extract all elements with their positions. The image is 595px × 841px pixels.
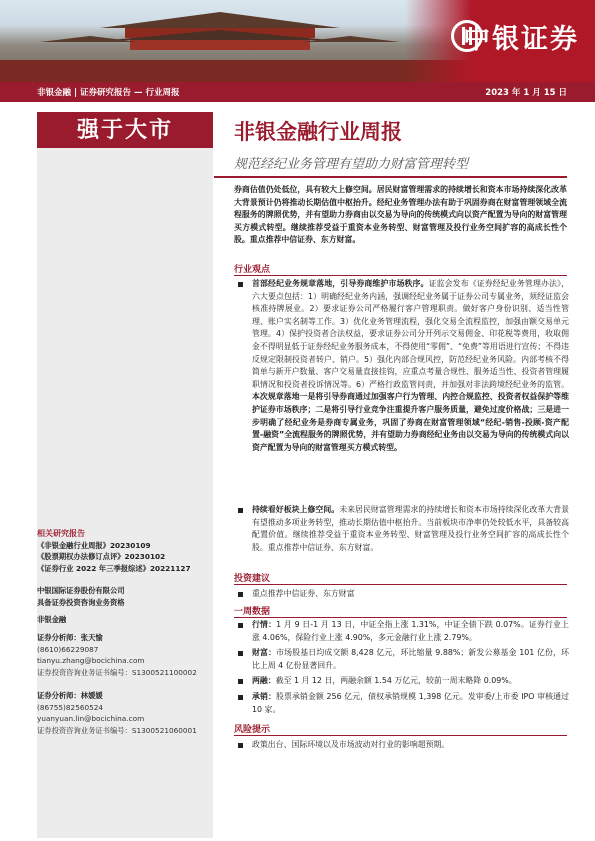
related-report-item[interactable]: 《股票期权办法修订点评》20230102 <box>37 552 166 561</box>
rating-badge: 强于大市 <box>37 112 213 148</box>
company-qualification: 具备证券投资咨询业务资格 <box>37 597 125 607</box>
weekly-item <box>234 691 569 716</box>
analyst-cert: 证券投资咨询业务证书编号：S1300521060001 <box>37 725 197 735</box>
sector-name: 非银金融 <box>37 615 67 624</box>
analyst-title: 证券分析师：张天愉 <box>37 633 103 642</box>
analyst-cert: 证券投资咨询业务证书编号：S1300521100002 <box>37 667 197 677</box>
view-item <box>234 278 569 454</box>
weekly-item <box>234 675 569 688</box>
related-report-item[interactable]: 《证券行业 2022 年三季报综述》20221127 <box>37 563 191 573</box>
related-reports <box>37 528 213 574</box>
section-heading-weekly: 一周数据 <box>234 607 271 617</box>
bullet-square-icon <box>238 651 243 656</box>
view-lead: 持续看好板块上修空间。 <box>252 505 340 514</box>
header-bar <box>0 82 595 102</box>
company-name: 中银国际证券股份有限公司 <box>37 586 125 595</box>
related-reports-title: 相关研究报告 <box>37 529 85 538</box>
bullet-square-icon <box>238 282 243 287</box>
analyst-email[interactable]: yuanyuan.lin@bocichina.com <box>37 714 145 723</box>
weekly-text: 市场股基日均成交额 8,428 亿元，环比缩量 9.88%；新发公募基金 101 亿份，环比上周 4 亿份显著回升。 <box>252 648 569 670</box>
analyst-title: 证券分析师：林媛媛 <box>37 691 103 700</box>
weekly-text: 1 月 9 日-1 月 13 日，中证全指上涨 1.31%，中证全债下跌 0.07%。证券行业上涨 4.06%，保险行业上涨 4.90%，多元金融行业上涨 2.79%。 <box>252 620 569 642</box>
risk-item <box>234 739 569 752</box>
bullet-square-icon <box>238 679 243 684</box>
section-heading-views: 行业观点 <box>234 265 271 275</box>
bullet-square-icon <box>238 695 243 700</box>
weekly-label: 行情： <box>252 620 277 629</box>
summary-paragraph: 券商估值仍处低位，具有较大上修空间。居民财富管理需求的持续增长和资本市场持续深化改革大背景预计仍将推动长期估值中枢抬升。经纪业务管理办法有助于巩固券商在财富管理领域全流程服务的牌照优势，并有望助力券商由以交易为导向的传统模式向以资产配置为导向的财富管理买方模式转型。继续推荐受益于重资本业务转型、财富管理及投行业务空间扩容的高成长性个股。重点推荐中信证券、东方财富。 <box>234 185 567 245</box>
section-heading-risk: 风险提示 <box>234 725 271 735</box>
section-divider <box>234 275 567 276</box>
bullet-square-icon <box>238 743 243 748</box>
weekly-text: 截至 1 月 12 日，两融余额 1.54 万亿元，较前一周末略降 0.09%。 <box>275 676 517 685</box>
palace-illustration <box>40 10 400 50</box>
weekly-label: 承销： <box>252 692 276 701</box>
weekly-item <box>234 619 569 644</box>
view-body-bold: 本次规章落地一是将引导券商通过加强客户行为管理、内控合规监控、投资者权益保护等维护证券市场秩序；二是将引导行业竞争注重提升客户服务质量，避免过度价格战；三是进一步明确了经纪业务是券商专属业务，巩固了券商在财富管理领域“经纪-销售-投顾-资产配置-融资”全流程服务的牌照优势，并有望助力券商经纪业务由以交易为导向的传统模式向以资产配置为导向的财富管理买方模式转型。 <box>252 392 569 452</box>
invest-text: 重点推荐中信证券、东方财富 <box>252 589 355 598</box>
analyst-phone: (8610)66229087 <box>37 644 99 654</box>
bullet-square-icon <box>238 592 243 597</box>
report-title: 非银金融行业周报 <box>234 119 402 144</box>
title-divider <box>214 176 567 178</box>
company-info <box>37 585 213 626</box>
report-date: 2023 年 1 月 15 日 <box>485 88 567 98</box>
view-body: 证监会发布《证券经纪业务管理办法》，六大要点包括：1）明确经纪业务内涵，强调经纪业务属于证券公司专属业务，须经证监会核准持牌展业。2）要求证券公司严格履行客户管理职责。做好客户身份识别、适当性管理、账户实名制等工作。3）优化业务管理流程，强化交易全流程监控，加强由额交易单元管理。4）保护投资者合法权益，要求证券公司分开列示交易佣金、印花税等费用，收取佣金不得明显低于证券经纪业务服务成本，不得使用“零佣”、“免费”等用语进行宣传；不得违反规定限制投资者转户、销户。5）强化内部合规风控，防范经纪业务风险。内部考核不得简单与新开户数量、客户交易量直接挂钩，应重点考量合规性、服务适当性、投资者管理履职情况和投资者投诉情况等。6）严格行政监管问责，并加强对非法跨境经纪业务的监管。 <box>252 279 569 389</box>
analyst-phone: (86755)82560524 <box>37 702 104 712</box>
section-divider <box>234 584 567 585</box>
section-heading-invest: 投资建议 <box>234 574 271 584</box>
section-divider <box>234 735 567 736</box>
weekly-label: 两融： <box>252 676 276 685</box>
analyst-2 <box>37 690 213 736</box>
bullet-square-icon <box>238 508 243 513</box>
weekly-item <box>234 647 569 672</box>
brand-name: 中银证券 <box>463 24 579 55</box>
weekly-text: 股票承销金额 256 亿元，债权承销规模 1,398 亿元。发审委/上市委 IPO 审核通过 10 家。 <box>252 692 569 714</box>
view-item <box>234 504 569 554</box>
report-subtitle: 规范经纪业务管理有望助力财富管理转型 <box>234 157 469 172</box>
analyst-email[interactable]: tianyu.zhang@bocichina.com <box>37 656 145 665</box>
section-divider <box>234 617 567 618</box>
weekly-label: 财富： <box>252 648 277 657</box>
view-lead: 首部经纪业务规章落地，引导券商维护市场秩序。 <box>252 279 429 288</box>
bullet-square-icon <box>238 623 243 628</box>
related-report-item[interactable]: 《非银金融行业周报》20230109 <box>37 540 151 550</box>
brand-panel <box>405 0 595 82</box>
risk-text: 政策出台、国际环境以及市场波动对行业的影响超预期。 <box>252 740 450 749</box>
breadcrumb: 非银金融 | 证券研究报告 — 行业周报 <box>37 88 180 98</box>
header-banner <box>0 0 595 82</box>
view-body: 未来居民财富管理需求的持续增长和资本市场持续深化改革大背景有望推动多项业务转型，推动长期估值中枢抬升。当前板块市净率仍处较低水平，具备较高配置价值。继续推荐受益于重资本业务转型、财富管理及投行业务空间扩容的高成长性个股。重点推荐中信证券、东方财富。 <box>252 505 569 552</box>
invest-item <box>234 588 569 601</box>
analyst-1 <box>37 632 213 678</box>
